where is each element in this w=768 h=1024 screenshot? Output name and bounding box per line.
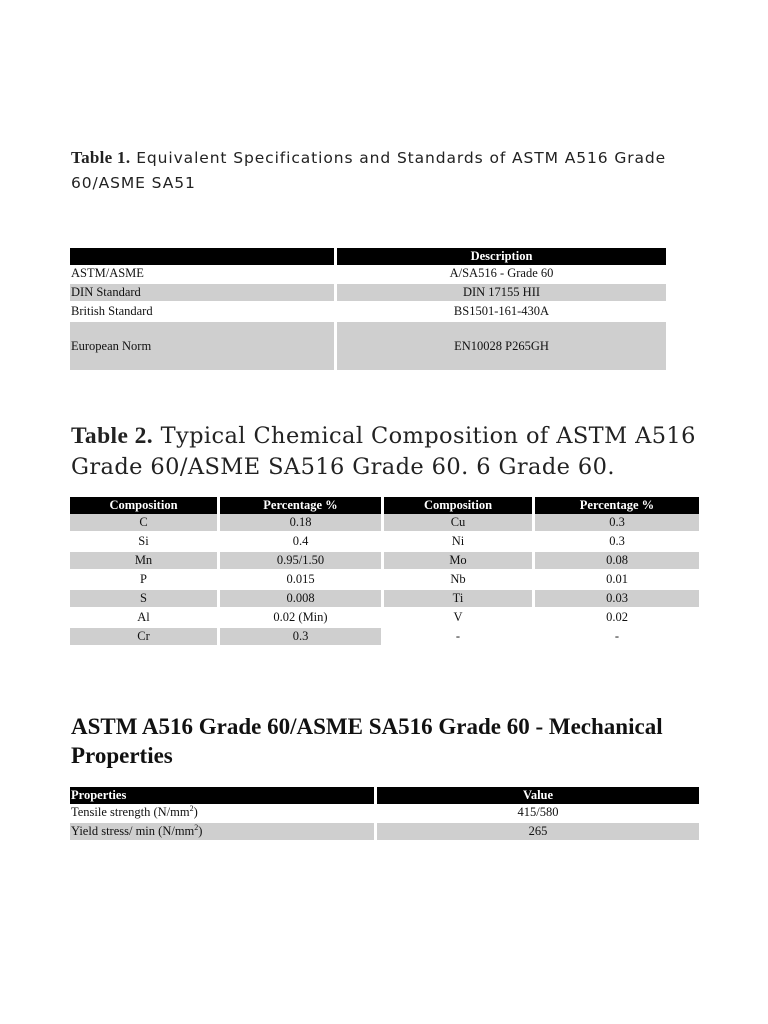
- table2-cell-percentage: 0.03: [535, 590, 699, 609]
- table-row: [70, 514, 699, 533]
- table1-caption-text: Equivalent Specifications and Standards of ASTM A516 Grade 60/ASME SA51: [71, 149, 667, 192]
- table2-cell-element: Ni: [384, 533, 535, 552]
- table2-cell-element: Cr: [70, 628, 220, 645]
- table2-cell-percentage: 0.015: [220, 571, 384, 590]
- table-row: [70, 265, 666, 284]
- property-label-suffix: ): [193, 805, 198, 819]
- table-row: [70, 628, 699, 645]
- table2-cell-percentage: 0.3: [535, 533, 699, 552]
- table2-header-composition: Composition: [70, 497, 220, 514]
- table1-cell-description: DIN 17155 HII: [337, 284, 666, 303]
- table-row: [70, 322, 666, 370]
- table2-cell-percentage: 0.3: [535, 514, 699, 533]
- table2-cell-element: C: [70, 514, 220, 533]
- table2-cell-element: Mo: [384, 552, 535, 571]
- table2-cell-percentage: 0.95/1.50: [220, 552, 384, 571]
- table-row: [70, 284, 666, 303]
- property-label-suffix: ): [198, 824, 203, 838]
- table2-cell-element: Cu: [384, 514, 535, 533]
- table1-header-blank: [70, 248, 337, 265]
- table1-header-description: Description: [337, 248, 666, 265]
- table2-caption-text: Typical Chemical Composition of ASTM A516 Grade 60/ASME SA516 Grade 60. 6 Grade 60.: [71, 423, 696, 480]
- table3-cell-property: [70, 804, 377, 823]
- table1-cell-description: BS1501-161-430A: [337, 303, 666, 322]
- table-row: [70, 823, 699, 840]
- table1-cell-standard: British Standard: [70, 303, 337, 322]
- table2-cell-element: S: [70, 590, 220, 609]
- table2-cell-percentage: -: [535, 628, 699, 645]
- property-label: Yield stress/ min (N/mm: [71, 824, 195, 838]
- mechanical-properties-table: [70, 787, 699, 840]
- table-row: [70, 552, 699, 571]
- table2-cell-element: Si: [70, 533, 220, 552]
- chemical-composition-table: [70, 497, 699, 645]
- table-row: [70, 590, 699, 609]
- table3-cell-value: 415/580: [377, 804, 699, 823]
- table-row: [70, 303, 666, 322]
- mechanical-properties-heading: ASTM A516 Grade 60/ASME SA516 Grade 60 - Mechanical Properties: [71, 714, 663, 768]
- table3-cell-value: 265: [377, 823, 699, 840]
- table1-caption: [71, 145, 671, 196]
- table2-cell-percentage: 0.3: [220, 628, 384, 645]
- table2-cell-percentage: 0.02 (Min): [220, 609, 384, 628]
- table3-header-properties: Properties: [70, 787, 377, 804]
- table2-cell-percentage: 0.08: [535, 552, 699, 571]
- table1-cell-standard: DIN Standard: [70, 284, 337, 303]
- table-row: [70, 804, 699, 823]
- table2-cell-element: Al: [70, 609, 220, 628]
- property-unit-superscript: 2: [189, 804, 194, 813]
- table1-caption-label: Table 1.: [71, 148, 131, 167]
- table2-cell-percentage: 0.02: [535, 609, 699, 628]
- table2-cell-element: Ti: [384, 590, 535, 609]
- equivalent-specifications-table: [70, 248, 666, 370]
- table1-cell-description: EN10028 P265GH: [337, 322, 666, 370]
- table2-cell-element: -: [384, 628, 535, 645]
- table3-cell-property: [70, 823, 377, 840]
- table1-cell-standard: ASTM/ASME: [70, 265, 337, 284]
- table2-header-percentage: Percentage %: [220, 497, 384, 514]
- table2-header-percentage: Percentage %: [535, 497, 699, 514]
- table2-cell-percentage: 0.4: [220, 533, 384, 552]
- table-row: [70, 609, 699, 628]
- table2-cell-element: P: [70, 571, 220, 590]
- table2-cell-element: Mn: [70, 552, 220, 571]
- property-unit-superscript: 2: [194, 823, 199, 832]
- table-row: [70, 571, 699, 590]
- table1-cell-standard: European Norm: [70, 322, 337, 370]
- table1-cell-description: A/SA516 - Grade 60: [337, 265, 666, 284]
- table2-header-composition: Composition: [384, 497, 535, 514]
- table2-cell-element: Nb: [384, 571, 535, 590]
- table2-cell-percentage: 0.01: [535, 571, 699, 590]
- table2-cell-element: V: [384, 609, 535, 628]
- property-label: Tensile strength (N/mm: [71, 805, 190, 819]
- table2-cell-percentage: 0.008: [220, 590, 384, 609]
- table2-cell-percentage: 0.18: [220, 514, 384, 533]
- table3-header-value: Value: [377, 787, 699, 804]
- table2-caption: [71, 421, 711, 483]
- table2-caption-label: Table 2.: [71, 423, 153, 449]
- table-row: [70, 533, 699, 552]
